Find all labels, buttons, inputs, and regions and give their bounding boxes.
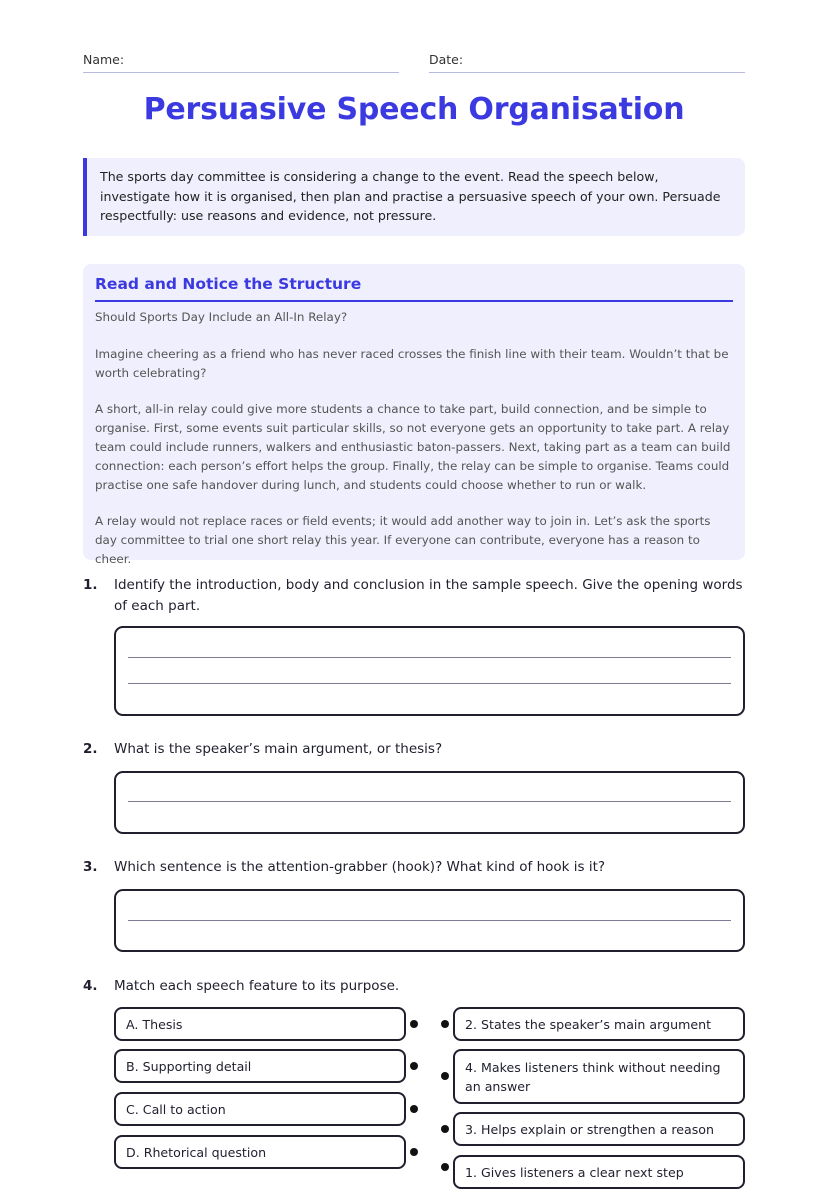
match-purpose-3[interactable]: [453, 1112, 745, 1146]
question-2: [83, 739, 745, 761]
match-feature-label: D. Rhetorical question: [126, 1144, 267, 1160]
match-dot-right[interactable]: [441, 1020, 449, 1028]
name-field[interactable]: [83, 52, 399, 73]
match-dot-right[interactable]: [441, 1125, 449, 1133]
match-dot-right[interactable]: [441, 1072, 449, 1080]
speech-paragraph-1: Imagine cheering as a friend who has never raced crosses the finish line with their team. Wouldn’t that be worth celebrating?: [95, 346, 729, 380]
match-purpose-label: 3. Helps explain or strengthen a reason: [465, 1121, 714, 1137]
question-number: 4.: [83, 978, 98, 994]
question-text: What is the speaker’s main argument, or thesis?: [114, 741, 443, 757]
intro-callout: The sports day committee is considering a change to the event. Read the speech below, investigate how it is organised, then plan and practise a persuasive speech of your own. Persuade respectfully: use reasons and evidence, not pressure.: [83, 158, 745, 236]
answer-line: [128, 801, 731, 802]
match-dot-left[interactable]: [410, 1148, 418, 1156]
match-feature-d[interactable]: [114, 1135, 406, 1169]
speech-title: Should Sports Day Include an All-In Relay?: [95, 310, 348, 324]
header-row: [83, 52, 745, 74]
answer-box-1[interactable]: [114, 626, 745, 716]
question-text: Which sentence is the attention-grabber (hook)? What kind of hook is it?: [114, 859, 606, 875]
question-text: Match each speech feature to its purpose.: [114, 978, 400, 994]
question-3: [83, 857, 745, 879]
match-feature-label: A. Thesis: [126, 1016, 183, 1032]
question-number: 3.: [83, 859, 98, 875]
question-1: [83, 575, 745, 619]
question-number: 1.: [83, 577, 98, 593]
match-purpose-2[interactable]: [453, 1007, 745, 1041]
match-purpose-label: 4. Makes listeners think without needing an answer: [465, 1059, 721, 1094]
answer-line: [128, 920, 731, 921]
match-dot-right[interactable]: [441, 1163, 449, 1171]
speech-panel: [83, 264, 745, 566]
question-text: Identify the introduction, body and conclusion in the sample speech. Give the opening words of each part.: [114, 577, 743, 614]
date-field[interactable]: [429, 52, 745, 73]
answer-box-2[interactable]: [114, 771, 745, 834]
match-dot-left[interactable]: [410, 1105, 418, 1113]
question-4: [83, 976, 745, 998]
name-label: Name:: [83, 52, 125, 67]
match-purpose-label: 1. Gives listeners a clear next step: [465, 1165, 684, 1180]
speech-paragraph-3: A relay would not replace races or field events; it would add another way to join in. Let’s ask the sports day committee to trial one short relay this year. If everyone can contribute, everyone has a reason to cheer.: [95, 514, 711, 566]
speech-paragraph-2: A short, all-in relay could give more students a chance to take part, build connection, and be simple to organise. First, some events suit particular skills, so not everyone gets an opportunity to take part. A relay team could include runners, walkers and enthusiastic baton-passers. Next, taking part as a team can build connection: each person’s effort helps the group. Finally, the relay can be simple to organise. Teams could practise one safe handover during lunch, and students could choose whether to run or walk.: [95, 402, 731, 492]
answer-line: [128, 683, 731, 684]
match-purpose-label: 2. States the speaker’s main argument: [465, 1016, 712, 1032]
match-dot-left[interactable]: [410, 1020, 418, 1028]
speech-heading: Read and Notice the Structure: [95, 275, 733, 302]
question-number: 2.: [83, 741, 98, 757]
date-label: Date:: [429, 52, 464, 67]
match-feature-label: C. Call to action: [126, 1101, 226, 1117]
match-dot-left[interactable]: [410, 1062, 418, 1070]
match-purpose-1[interactable]: [453, 1155, 745, 1189]
answer-box-3[interactable]: [114, 889, 745, 952]
match-feature-c[interactable]: [114, 1092, 406, 1126]
match-feature-a[interactable]: [114, 1007, 406, 1041]
match-feature-label: B. Supporting detail: [126, 1058, 252, 1074]
answer-line: [128, 657, 731, 658]
match-feature-b[interactable]: [114, 1049, 406, 1083]
page-title: Persuasive Speech Organisation: [143, 92, 685, 127]
match-purpose-4[interactable]: [453, 1049, 745, 1104]
